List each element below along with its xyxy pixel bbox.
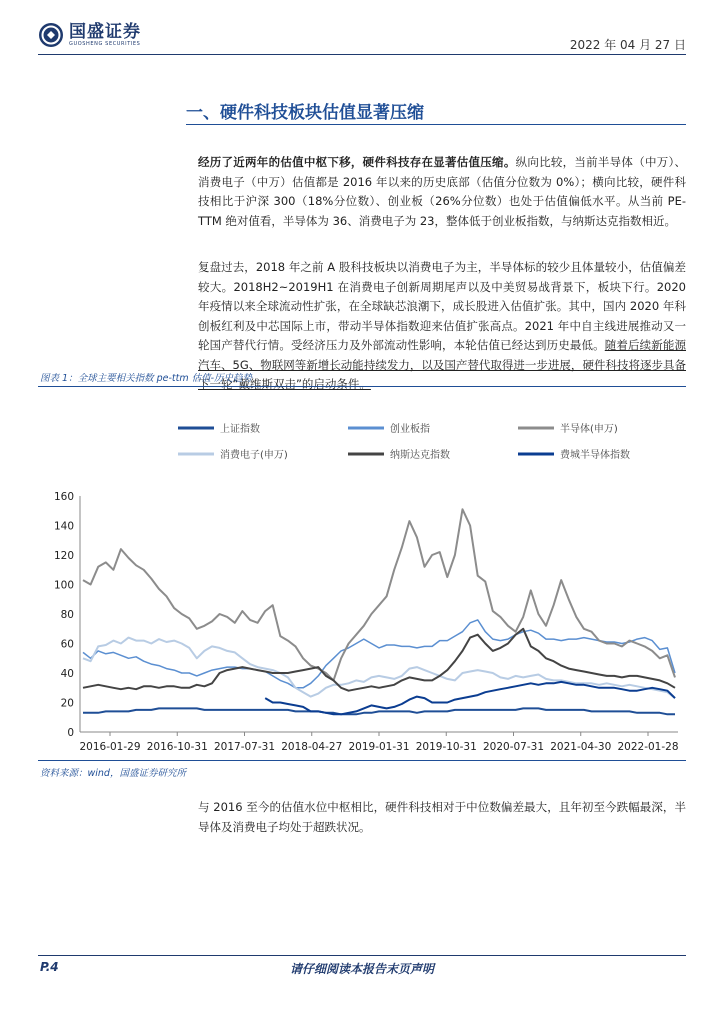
x-tick-label: 2019-01-31 [348,741,410,753]
legend-label: 费城半导体指数 [560,450,630,461]
series-line [83,708,675,714]
y-tick-label: 80 [60,609,74,621]
figure-top-divider [38,386,686,387]
y-tick-label: 20 [60,697,74,710]
y-tick-label: 120 [53,550,74,562]
chart-svg [38,388,686,758]
logo [38,22,141,48]
x-tick-label: 2022-01-28 [617,741,679,753]
page-number: P.4 [40,960,59,974]
x-tick-label: 2017-07-31 [213,741,276,753]
figure-source: 资料来源：wind，国盛证券研究所 [40,768,186,779]
paragraph-conclusion: 与 2016 至今的估值水位中枢相比，硬件科技相对于中位数偏差最大，且年初至今跌幅最深，半导体及消费电子均处于超跌状况。 [198,800,686,834]
x-tick-label: 2020-07-31 [482,741,545,753]
pe-ttm-chart [38,388,686,758]
legend-label: 半导体(申万) [560,424,618,435]
x-tick-label: 2018-04-27 [281,741,343,753]
report-date: 2022 年 04 月 27 日 [569,38,686,52]
x-tick-label: 2021-04-30 [550,741,612,753]
header-divider [38,54,686,55]
legend-label: 消费电子(申万) [220,450,288,461]
x-tick-label: 2019-10-31 [415,741,477,753]
disclaimer-note: 请仔细阅读本报告末页声明 [289,962,434,976]
y-tick-label: 40 [60,668,74,680]
legend-label: 创业板指 [390,424,430,435]
y-tick-label: 60 [60,638,74,651]
paragraph-valuation [198,153,686,231]
footer-divider [38,955,686,956]
legend-label: 上证指数 [220,424,260,435]
paragraph-body: 复盘过去，2018 年之前 A 股科技板块以消费电子为主，半导体标的较少且体量较小，估值偏差较大。2018H2~2019H1 在消费电子创新周期尾声以及中美贸易战背景下，板块下行。2020 年疫情以来全球流动性扩张，在全球缺芯浪潮下，成长股进入估值扩张。其中，国内 2020 年科创板红利及中芯国际上市，带动半导体指数迎来估值扩张高点。2021 年中自主线进展推动又一轮国产替代行情。受经济压力及外部流动性影响，本轮估值已经达到历史最低。 [198,260,686,352]
logo-icon [38,22,64,48]
figure-title: 图表 1：全球主要相关指数 pe-ttm 估值-历史趋势 [40,373,253,384]
paragraph-review [198,258,686,395]
paragraph-body: 纵向比较，当前半导体（中万）、消费电子（中万）估值都是 2016 年以来的历史底部（估值分位数为 0%）；横向比较，硬件科技相比于沪深 300（18%分位数）、创业板（26%分位数）也处于估值偏低水平。从当前 PE-TTM 绝对值看，半导体为 36、消费电子为 23，整体低于创业板指数，与纳斯达克指数相近。 [198,155,686,228]
figure-bottom-divider [38,760,686,761]
y-tick-label: 0 [67,727,74,739]
section-divider [186,124,686,125]
y-tick-label: 160 [53,491,74,503]
page-header [0,0,724,60]
legend-label: 纳斯达克指数 [390,450,450,461]
x-tick-label: 2016-01-29 [79,741,141,753]
y-tick-label: 100 [53,579,74,592]
section-title: 一、硬件科技板块估值显著压缩 [186,103,424,123]
x-tick-label: 2016-10-31 [146,741,208,753]
y-tick-label: 140 [53,520,74,533]
paragraph-lead: 经历了近两年的估值中枢下移，硬件科技存在显著估值压缩。 [198,155,516,169]
series-line [83,638,675,699]
series-line [83,509,675,680]
logo-name: 国盛证券 [69,21,141,42]
paragraph-underlined: 随着后续新能源汽车、5G、物联网等新增长动能持续发力，以及国产替代取得进一步进展，硬件科技将逐步具备下一轮“戴维斯双击”的启动条件。 [198,338,686,391]
logo-english: GUOSHENG SECURITIES [69,40,141,47]
